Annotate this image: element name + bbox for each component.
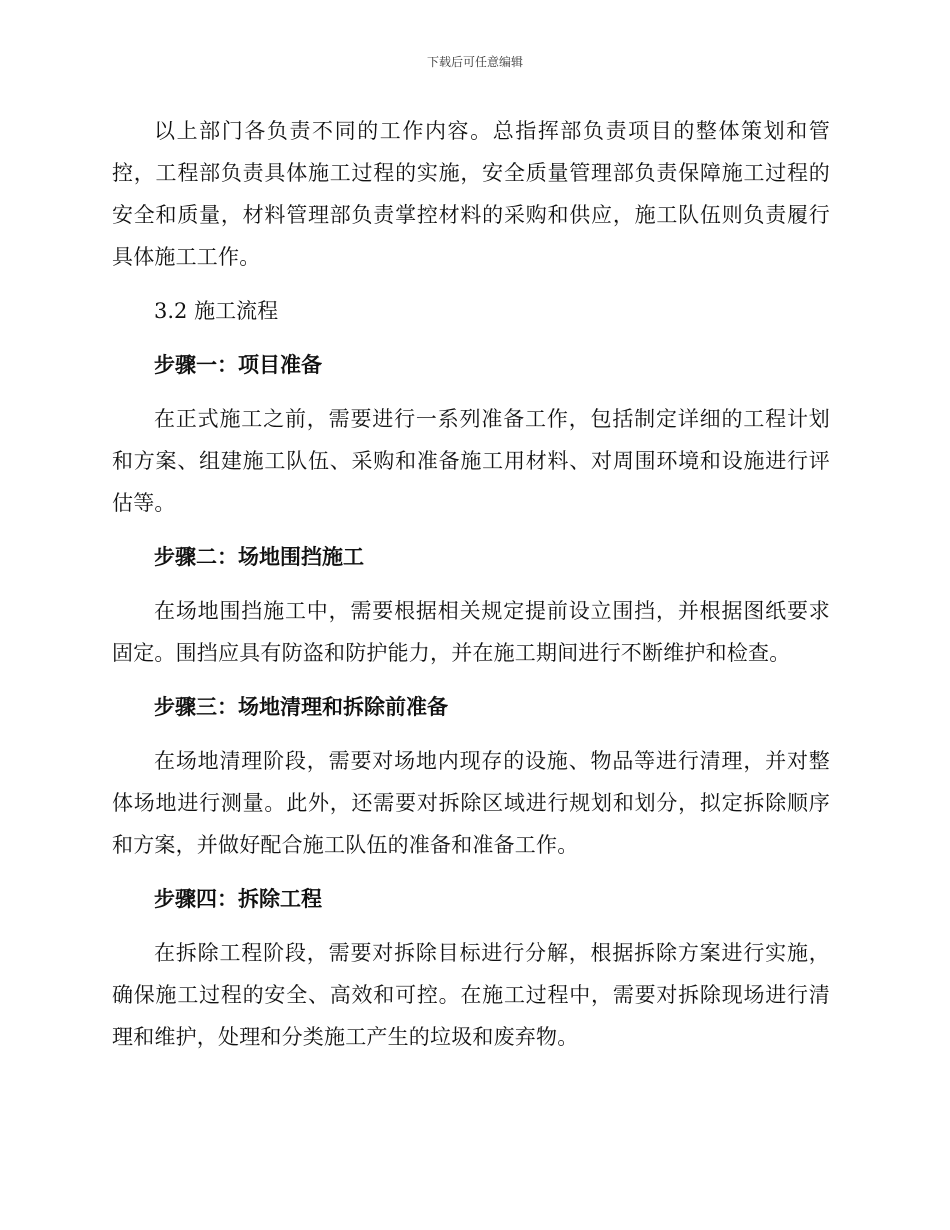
step-1-body: 在正式施工之前，需要进行一系列准备工作，包括制定详细的工程计划和方案、组建施工队伍、采购和准备施工用材料、对周围环境和设施进行评估等。 (112, 407, 830, 515)
step-3-title: 步骤三：场地清理和拆除前准备 (154, 694, 448, 719)
intro-paragraph: 以上部门各负责不同的工作内容。总指挥部负责项目的整体策划和管控，工程部负责具体施工过程的实施，安全质量管理部负责保障施工过程的安全和质量，材料管理部负责掌控材料的采购和供应，施工队伍则负责履行具体施工工作。 (112, 119, 830, 269)
step-4-body: 在拆除工程阶段，需要对拆除目标进行分解，根据拆除方案进行实施，确保施工过程的安全、高效和可控。在施工过程中，需要对拆除现场进行清理和维护，处理和分类施工产生的垃圾和废弃物。 (112, 941, 830, 1049)
step-2-title: 步骤二：场地围挡施工 (154, 544, 364, 569)
section-title: 3.2 施工流程 (154, 299, 279, 323)
step-2-body: 在场地围挡施工中，需要根据相关规定提前设立围挡，并根据图纸要求固定。围挡应具有防盗和防护能力，并在施工期间进行不断维护和检查。 (112, 599, 830, 665)
step-4-title: 步骤四：拆除工程 (154, 886, 322, 911)
page-header: 下载后可任意编辑 (426, 55, 523, 69)
step-1-title: 步骤一：项目准备 (154, 352, 322, 377)
step-3-body: 在场地清理阶段，需要对场地内现存的设施、物品等进行清理，并对整体场地进行测量。此外，还需要对拆除区域进行规划和划分，拟定拆除顺序和方案，并做好配合施工队伍的准备和准备工作。 (112, 749, 830, 857)
document-body (112, 110, 830, 1058)
